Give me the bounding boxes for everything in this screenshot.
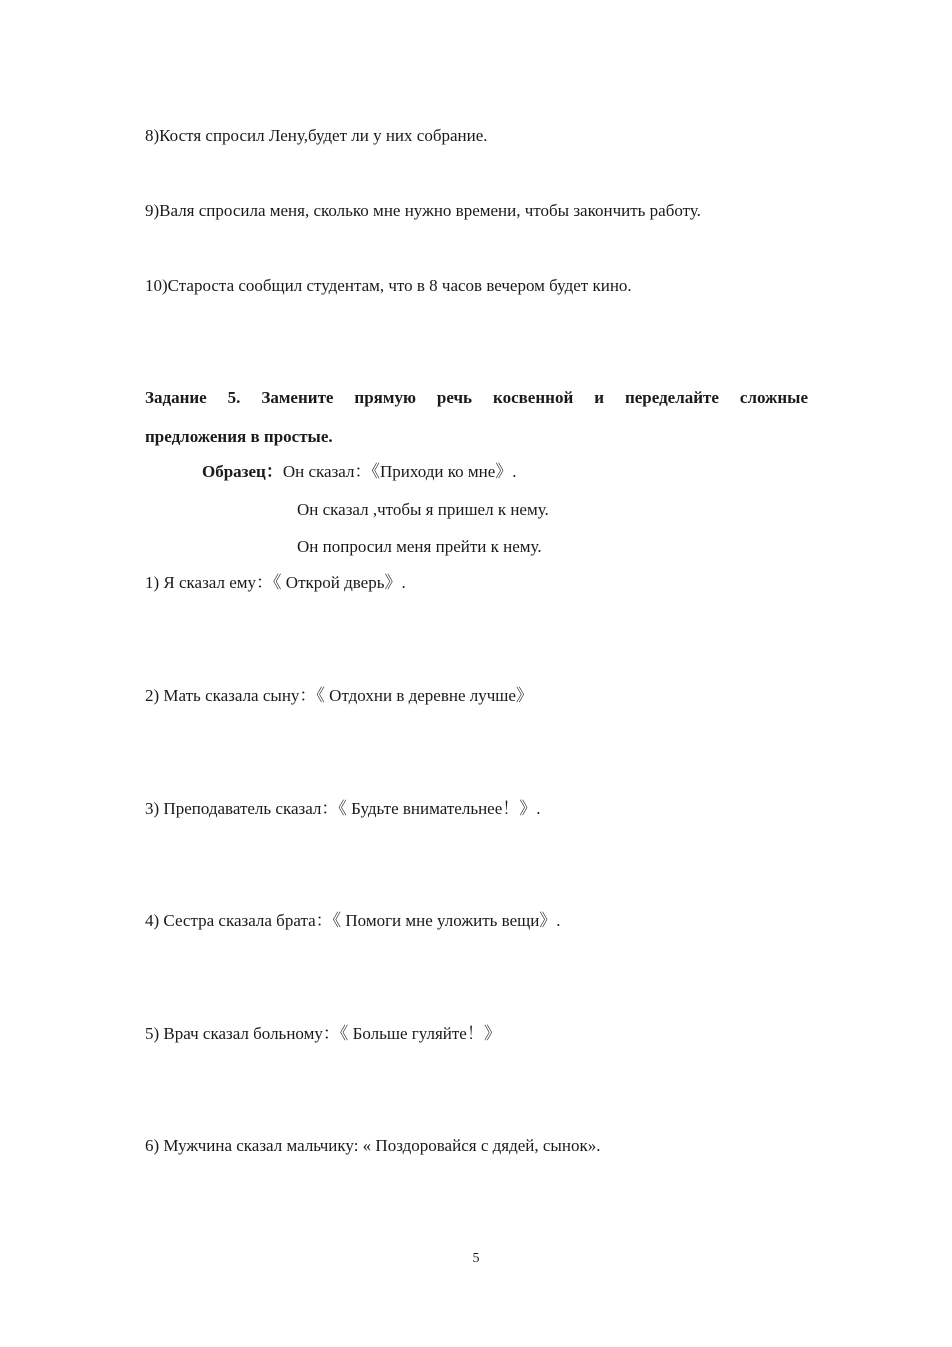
example-text: Он сказал：《Приходи ко мне》. <box>282 462 517 481</box>
example-answer-2: Он попросил меня прейти к нему. <box>297 537 542 556</box>
example-line <box>202 462 517 482</box>
exercise-item-4: 4) Сестра сказала брата：《 Помоги мне уложить вещи》. <box>145 911 561 930</box>
exercise-item-2: 2) Мать сказала сыну：《 Отдохни в деревне лучше》 <box>145 686 533 705</box>
exercise-item-1: 1) Я сказал ему：《 Открой дверь》. <box>145 573 406 592</box>
prev-item-9: 9)Валя спросила меня, сколько мне нужно времени, чтобы закончить работу. <box>145 201 701 220</box>
prev-item-8: 8)Костя спросил Лену,будет ли у них собрание. <box>145 126 488 145</box>
example-answer-1: Он сказал ,чтобы я пришел к нему. <box>297 500 549 519</box>
exercise-item-5: 5) Врач сказал больному：《 Больше гуляйте！》 <box>145 1024 501 1043</box>
exercise-item-3: 3) Преподаватель сказал：《 Будьте внимательнее！》. <box>145 799 541 818</box>
page-number: 5 <box>472 1251 480 1266</box>
task-heading-line-1: Задание 5. Замените прямую речь косвенной и переделайте сложные <box>145 388 808 407</box>
task-heading-line-2: предложения в простые. <box>145 427 333 446</box>
example-label: Образец： <box>202 462 283 481</box>
exercise-item-6: 6) Мужчина сказал мальчику: « Поздоровайся с дядей, сынок». <box>145 1136 601 1155</box>
prev-item-10: 10)Староста сообщил студентам, что в 8 часов вечером будет кино. <box>145 276 632 295</box>
